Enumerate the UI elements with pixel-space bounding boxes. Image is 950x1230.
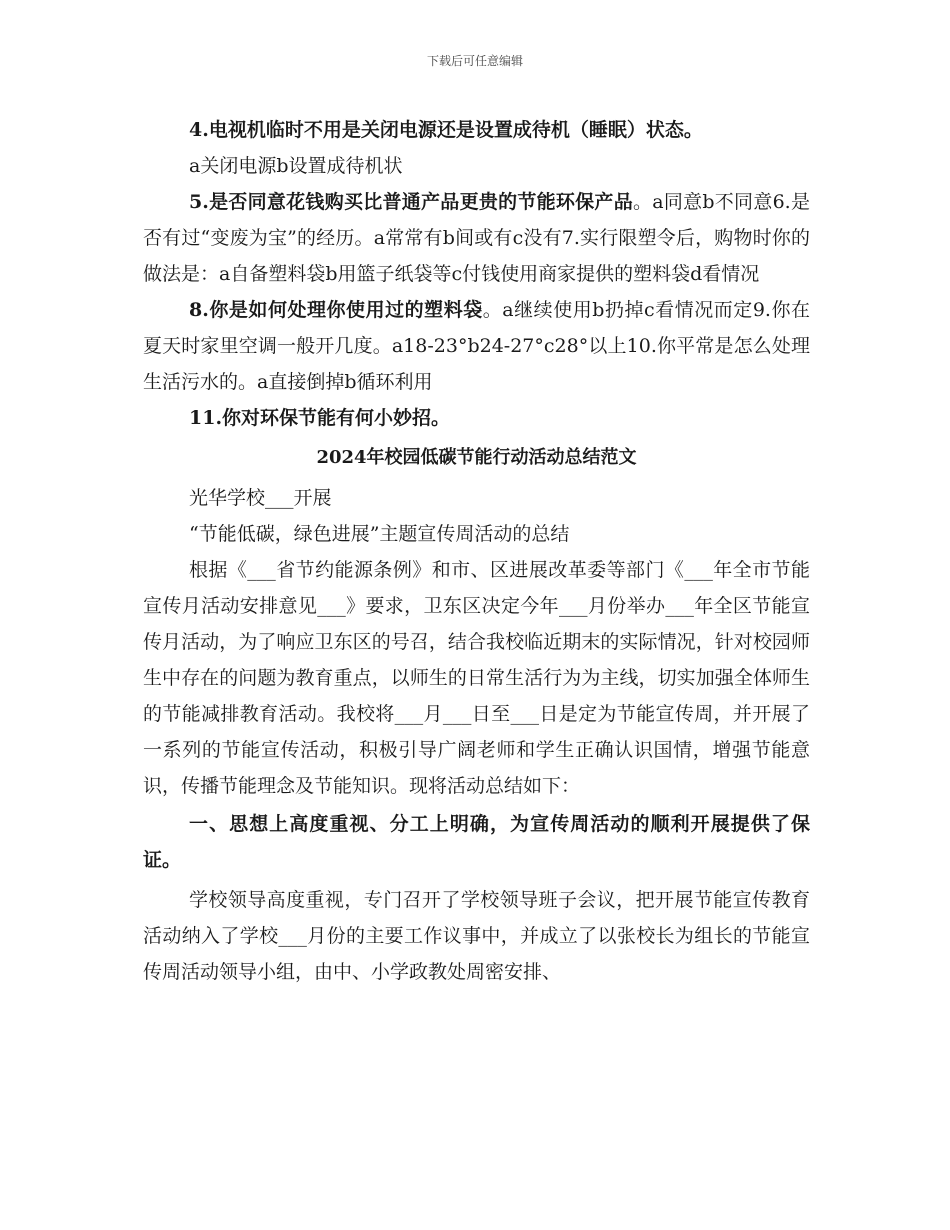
theme-line: “节能低碳，绿色进展”主题宣传周活动的总结 — [189, 523, 570, 545]
question-4: 4.电视机临时不用是关闭电源还是设置成待机（睡眠）状态。 — [189, 119, 703, 141]
question-4-options: a关闭电源b设置成待机状 — [189, 155, 403, 177]
question-5-rest: 。a同意b不同意6.是否有过“变废为宝”的经历。a常常有b间或有c没有7.实行限塑令后，购物时你的做法是：a自备塑料袋b用篮子纸袋等c付钱使用商家提供的塑料袋d看情况 — [143, 191, 810, 285]
question-11: 11.你对环保节能有何小妙招。 — [189, 407, 451, 429]
question-8-paragraph — [143, 292, 810, 400]
paragraph-intro: 根据《___省节约能源条例》和市、区进展改革委等部门《___年全市节能宣传月活动安排意见___》要求，卫东区决定今年___月份举办___年全区节能宣传月活动，为了响应卫东区的号召，结合我校临近期末的实际情况，针对校园师生中存在的问题为教育重点，以师生的日常生活行为为主线，切实加强全体师生的节能减排教育活动。我校将___月___日至___日是定为节能宣传周，并开展了一系列的节能宣传活动，积极引导广阔老师和学生正确认识国情，增强节能意识，传播节能理念及节能知识。现将活动总结如下： — [143, 559, 810, 797]
document-body — [143, 112, 810, 990]
document-title: 2024年校园低碳节能行动活动总结范文 — [316, 447, 637, 468]
question-8-rest: 。a继续使用b扔掉c看情况而定9.你在夏天时家里空调一般开几度。a18-23°b24-27°c28°以上10.你平常是怎么处理生活污水的。a直接倒掉b循环利用 — [143, 299, 810, 393]
question-5-bold: 5.是否同意花钱购买比普通产品更贵的节能环保产品 — [189, 191, 633, 213]
school-line: 光华学校___开展 — [189, 487, 332, 509]
page-header-note: 下载后可任意编辑 — [426, 54, 523, 68]
section-heading-1: 一、思想上高度重视、分工上明确，为宣传周活动的顺利开展提供了保证。 — [143, 813, 810, 871]
question-5-paragraph — [143, 184, 810, 292]
paragraph-2: 学校领导高度重视，专门召开了学校领导班子会议，把开展节能宣传教育活动纳入了学校___月份的主要工作议事中，并成立了以张校长为组长的节能宣传周活动领导小组，由中、小学政教处周密安排、 — [143, 889, 810, 983]
question-8-bold: 8.你是如何处理你使用过的塑料袋 — [189, 299, 483, 321]
